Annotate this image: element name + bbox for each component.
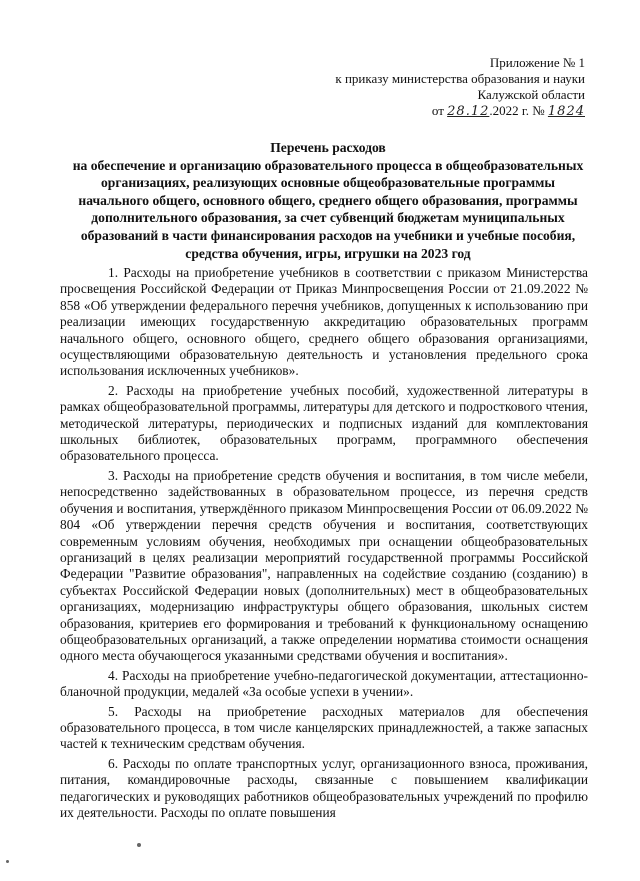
document-title [68,139,588,262]
paragraph-1: 1. Расходы на приобретение учебников в соответствии с приказом Министерства просвещения Российской Федерации от Приказ Минпросвещения России от 21.09.2022 № 858 «Об утверждении федерального перечня учебников, допущенных к использованию при реализации имеющих государственную аккредитацию образовательных программ начального общего, основного общего, среднего общего образования организациями, осуществляющими образовательную деятельность и установления предельного срока использования исключенных учебников». [60,265,588,379]
paragraph-3: 3. Расходы на приобретение средств обучения и воспитания, в том числе мебели, непосредственно задействованных в образовательном процессе, из перечня средств обучения и воспитания, утверждённого приказом Минпросвещения России от 06.09.2022 № 804 «Об утверждении перечня средств обучения и воспитания, соответствующих современным условиям обучения, необходимых при оснащении общеобразовательных организаций в целях реализации мероприятий государственной программы Российской Федерации "Развитие образования", направленных на содействие созданию (созданию) в субъектах Российской Федерации новых (дополнительных) мест в общеобразовательных организациях, модернизацию инфраструктуры общего образования, школьных систем образования, критериев его формирования и требований к функциональному оснащению общеобразовательных организаций, а также определении норматива стоимости оснащения одного места обучающегося указанными средствами обучения и воспитания». [60,467,588,664]
date-suffix: .2022 г. № [489,103,545,118]
appendix-header [335,55,585,120]
appendix-region: Калужской области [477,87,585,102]
title-subheading: на обеспечение и организацию образовательного процесса в общеобразовательных организациях, реализующих основные общеобразовательные программы начального общего, основного общего, среднего общего образования, программы дополнительного образования, за счет субвенций бюджетам муниципальных образований в части финансирования расходов на учебники и учебные пособия, средства обучения, игры, игрушки на 2023 год [72,157,584,261]
appendix-order-reference: к приказу министерства образования и науки [335,71,585,86]
appendix-date-line [335,103,585,120]
date-prefix: от [431,103,444,118]
paragraph-2: 2. Расходы на приобретение учебных пособий, художественной литературы в рамках общеобразовательной программы, литературы для детского и подросткового чтения, методической литературы, периодических и подписных изданий для комплектования школьных библиотек, образовательных программ, программного обеспечения образовательного процесса. [60,382,588,464]
scan-speck [6,860,9,863]
appendix-title: Приложение № 1 [489,55,585,70]
scan-speck [137,843,141,847]
paragraph-5: 5. Расходы на приобретение расходных материалов для обеспечения образовательного процесса, в том числе канцелярских принадлежностей, а также запасных частей к техническим средствам обучения. [60,703,588,752]
title-heading: Перечень расходов [270,140,386,155]
paragraph-4: 4. Расходы на приобретение учебно-педагогической документации, аттестационно-бланочной продукции, медалей «За особые успехи в учении». [60,667,588,700]
handwritten-date: 28.12 [447,104,490,119]
document-body [60,265,588,824]
paragraph-6: 6. Расходы по оплате транспортных услуг, организационного взноса, проживания, питания, командировочные расходы, связанные с повышением квалификации педагогических и руководящих работников общеобразовательных учреждений по профилю их деятельности. Расходы по оплате повышения [60,755,588,820]
handwritten-order-number: 1824 [547,104,585,119]
